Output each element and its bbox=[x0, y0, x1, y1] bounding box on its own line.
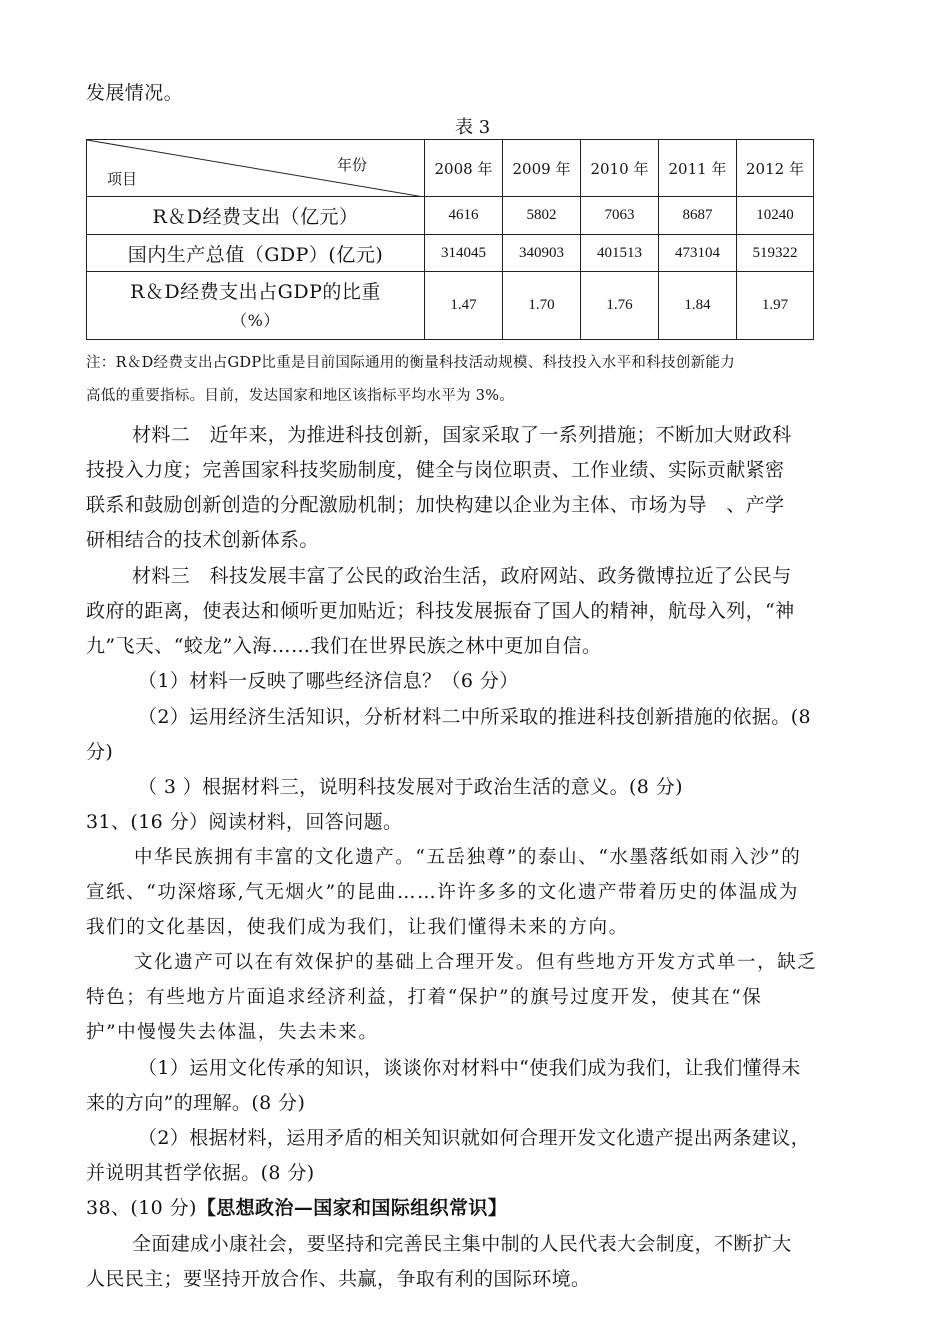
table-row bbox=[87, 197, 814, 235]
year-header: 2009 年 bbox=[503, 140, 581, 197]
intro-fragment: 发展情况。 bbox=[86, 82, 184, 104]
q38-header-title: 【思想政治—国家和国际组织常识】 bbox=[196, 1197, 508, 1219]
q38-header bbox=[86, 1193, 507, 1220]
q31-sub2-line1: （2）根据材料，运用矛盾的相关知识就如何合理开发文化遗产提出两条建议， bbox=[138, 1127, 811, 1149]
table-row bbox=[87, 235, 814, 272]
q38-header-prefix: 38、(10 分) bbox=[86, 1197, 197, 1219]
table-note-line1: 注：R＆D经费支出占GDP比重是目前国际通用的衡量科技活动规模、科技投入水平和科技创新能力 bbox=[86, 355, 736, 371]
q31-sub2-line2: 并说明其哲学依据。(8 分) bbox=[86, 1162, 315, 1184]
year-header: 2008 年 bbox=[425, 140, 503, 197]
table-cell: 401513 bbox=[581, 235, 659, 272]
row-label-line1: R＆D经费支出占GDP的比重 bbox=[130, 280, 381, 303]
q31-para2-line2: 特色；有些地方片面追求经济利益，打着“保护”的旗号过度开发，使其在“保 bbox=[86, 987, 763, 1008]
q38-line1: 全面建成小康社会，要坚持和完善民主集中制的人民代表大会制度，不断扩大 bbox=[132, 1233, 792, 1255]
material3-line1: 材料三 科技发展丰富了公民的政治生活，政府网站、政务微博拉近了公民与 bbox=[132, 565, 792, 587]
year-header: 2012 年 bbox=[737, 140, 814, 197]
row-label: 国内生产总值（GDP）(亿元) bbox=[87, 235, 425, 272]
q30-sub2-line1: （2）运用经济生活知识，分析材料二中所采取的推进科技创新措施的依据。(8 bbox=[138, 706, 811, 728]
q31-header: 31、(16 分）阅读材料，回答问题。 bbox=[86, 811, 403, 833]
q30-sub2-line2: 分) bbox=[86, 741, 114, 763]
q31-para2-line1: 文化遗产可以在有效保护的基础上合理开发。但有些地方开发方式单一，缺乏 bbox=[134, 952, 818, 973]
table-caption: 表 3 bbox=[455, 117, 491, 138]
table-note-line2: 高低的重要指标。目前，发达国家和地区该指标平均水平为 3%。 bbox=[86, 388, 515, 404]
material3-line2: 政府的距离，使表达和倾听更加贴近；科技发展振奋了国人的精神，航母入列，“神 bbox=[86, 600, 795, 622]
year-header: 2010 年 bbox=[581, 140, 659, 197]
corner-year-label: 年份 bbox=[337, 156, 368, 174]
table-cell: 1.47 bbox=[425, 272, 503, 340]
material2-line1: 材料二 近年来，为推进科技创新，国家采取了一系列措施；不断加大财政科 bbox=[132, 424, 792, 446]
table-cell: 314045 bbox=[425, 235, 503, 272]
material2-line2: 技投入力度；完善国家科技奖励制度，健全与岗位职责、工作业绩、实际贡献紧密 bbox=[86, 459, 785, 481]
table-cell: 1.76 bbox=[581, 272, 659, 340]
q31-para1-line3: 我们的文化基因，使我们成为我们，让我们懂得未来的方向。 bbox=[86, 917, 629, 938]
table-cell: 473104 bbox=[659, 235, 737, 272]
diagonal-line bbox=[87, 140, 424, 197]
q31-para1-line1: 中华民族拥有丰富的文化遗产。“五岳独尊”的泰山、“水墨落纸如雨入沙”的 bbox=[134, 847, 802, 868]
material3-line3: 九”飞天、“蛟龙”入海……我们在世界民族之林中更加自信。 bbox=[86, 635, 602, 657]
q31-sub1-line2: 来的方向”的理解。(8 分) bbox=[86, 1092, 306, 1114]
material2-line3: 联系和鼓励创新创造的分配激励机制；加快构建以企业为主体、市场为导 、产学 bbox=[86, 494, 785, 516]
material2-line4: 研相结合的技术创新体系。 bbox=[86, 529, 319, 551]
table-cell: 340903 bbox=[503, 235, 581, 272]
q38-line2: 人民民主；要坚持开放合作、共赢，争取有利的国际环境。 bbox=[86, 1268, 591, 1290]
q31-para1-line2: 宣纸、“功深熔琢,气无烟火”的昆曲……许许多多的文化遗产带着历史的体温成为 bbox=[86, 882, 799, 903]
table-cell: 519322 bbox=[737, 235, 814, 272]
table-header-row bbox=[87, 140, 814, 197]
row-label bbox=[87, 272, 425, 340]
q30-sub1: （1）材料一反映了哪些经济信息？（6 分） bbox=[138, 670, 519, 692]
rd-table bbox=[86, 139, 814, 340]
table-cell: 7063 bbox=[581, 197, 659, 235]
year-header: 2011 年 bbox=[659, 140, 737, 197]
q31-para2-line3: 护”中慢慢失去体温，失去未来。 bbox=[86, 1022, 379, 1043]
q30-sub3: （ 3 ）根据材料三，说明科技发展对于政治生活的意义。(8 分) bbox=[138, 776, 683, 798]
table-row bbox=[87, 272, 814, 340]
row-label-line2: （%） bbox=[231, 310, 280, 330]
diagonal-header-cell bbox=[87, 140, 425, 197]
table-cell: 5802 bbox=[503, 197, 581, 235]
table-cell: 8687 bbox=[659, 197, 737, 235]
corner-item-label: 项目 bbox=[107, 170, 138, 188]
table-cell: 1.84 bbox=[659, 272, 737, 340]
table-cell: 1.97 bbox=[737, 272, 814, 340]
table-cell: 4616 bbox=[425, 197, 503, 235]
table-cell: 10240 bbox=[737, 197, 814, 235]
table-cell: 1.70 bbox=[503, 272, 581, 340]
row-label: R＆D经费支出（亿元） bbox=[87, 197, 425, 235]
q31-sub1-line1: （1）运用文化传承的知识，谈谈你对材料中“使我们成为我们，让我们懂得未 bbox=[138, 1057, 801, 1079]
